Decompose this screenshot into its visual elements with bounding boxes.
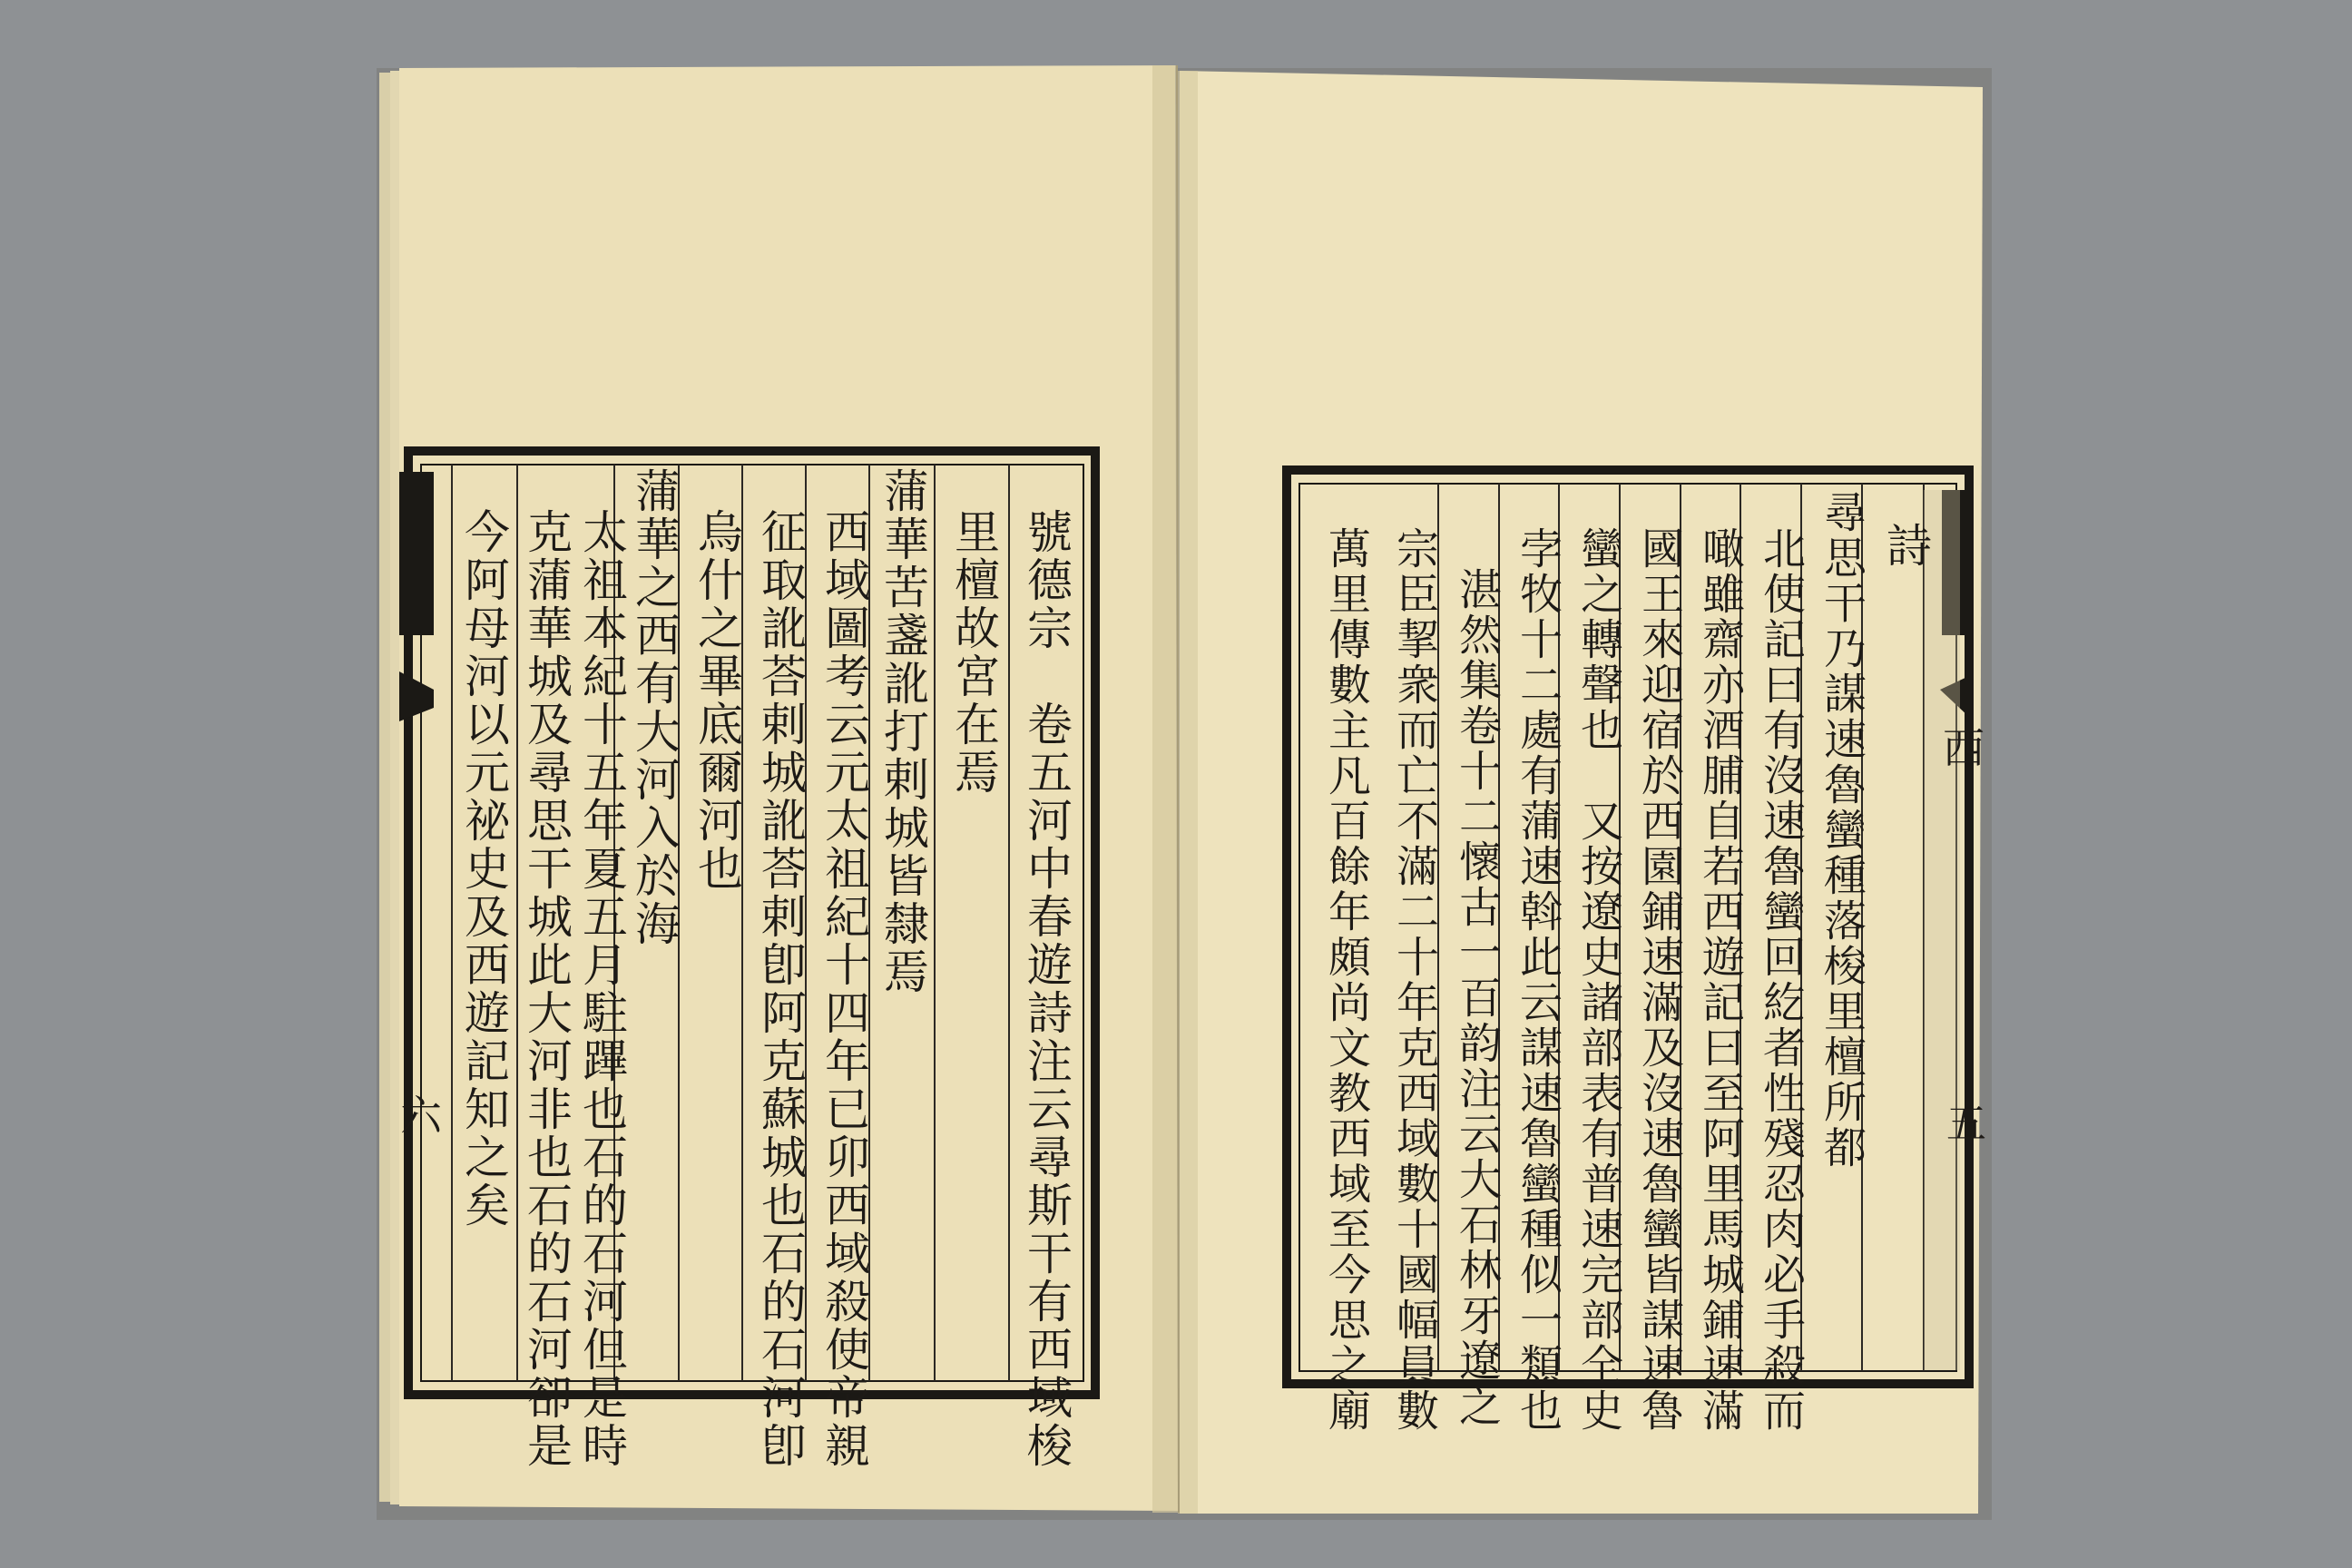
folio-number: 六 <box>394 1093 443 1135</box>
text-column: 今阿母河以元祕史及西遊記知之矣 <box>457 508 510 1230</box>
text-column: 萬里傳數主凡百餘年頗尚文教西域至今思之廟 <box>1321 526 1371 1434</box>
text-column: 克蒲華城及尋思干城此大河非也石的石河卻是 <box>520 508 573 1470</box>
text-column: 北使記曰有沒速魯蠻回紇者性殘忍肉必手殺而 <box>1756 526 1806 1434</box>
text-column: 征取訛荅剌城訛荅剌卽阿克蘇城也石的石河卽 <box>754 508 807 1470</box>
text-column: 國王來迎宿於西園鋪速滿及沒速魯蠻皆謀速魯 <box>1634 526 1684 1434</box>
text-column: 蒲華苦盞訛打剌城皆隸焉 <box>877 467 929 996</box>
text-column: 噉雖齋亦酒脯自若西遊記曰至阿里馬城鋪速滿 <box>1695 526 1745 1434</box>
text-column-heading: 詩 <box>1879 522 1932 570</box>
text-column: 宗臣挈衆而亡不滿二十年克西域數十國幅員數 <box>1389 526 1439 1434</box>
text-column: 蒲華之西有大河入於海 <box>628 467 681 948</box>
text-column: 西域圖考云元太祖紀十四年已卯西域殺使帝親 <box>818 508 870 1470</box>
text-column: 里檀故宮在焉 <box>947 508 1000 797</box>
text-column: 烏什之畢底爾河也 <box>691 508 743 893</box>
folio-number: 五 <box>1939 1102 1985 1142</box>
text-column: 孛牧十二處有蒲速斡此云謀速魯蠻種似一類也 <box>1513 526 1563 1434</box>
text-column: 湛然集卷十二懷古一百韵注云大石林牙遼之 <box>1452 567 1502 1429</box>
text-column: 尋思干乃謀速魯蠻種落梭里檀所都 <box>1817 490 1867 1171</box>
text-column: 蠻之轉聲也 又按遼史諸部表有普速完部全史 <box>1573 526 1623 1434</box>
text-column: 太祖本紀十五年夏五月駐蹕也石的石河但是時 <box>575 508 628 1470</box>
text-column: 號德宗 卷五河中春遊詩注云尋斯干有西域梭 <box>1020 508 1073 1470</box>
page-header-character: 西 <box>1936 726 1985 768</box>
